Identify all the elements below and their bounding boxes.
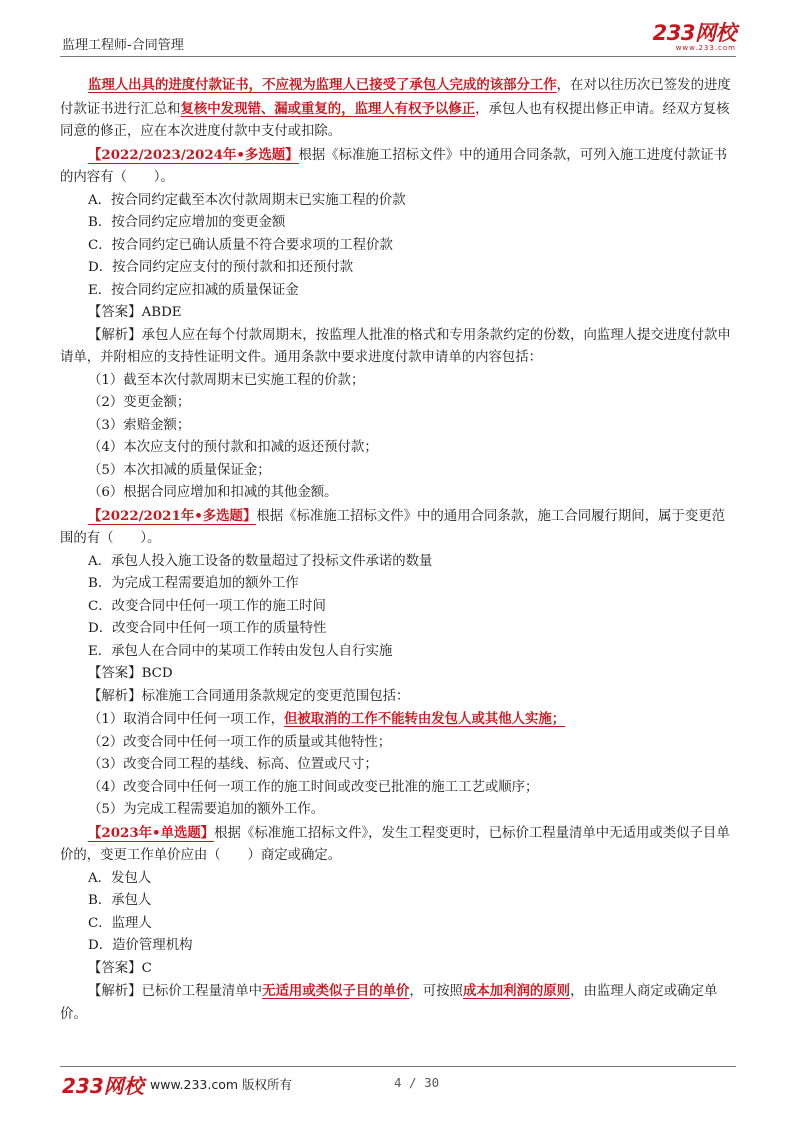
question-1-tag: 【2022/2023/2024年•多选题】 <box>88 146 299 163</box>
brand-logo[interactable] <box>653 22 736 52</box>
analysis-label: 【解析】 <box>88 327 142 343</box>
analysis-item: （2）改变合同中任何一项工作的质量或其他特性； <box>88 734 392 750</box>
analysis-item-highlight: 但被取消的工作不能转由发包人或其他人实施； <box>284 711 566 727</box>
question-2-option-d: D．改变合同中任何一项工作的质量特性 <box>88 621 327 636</box>
question-3-text: 根据《标准施工招标文件》，发生工程变更时，已标价工程量清单中无适用或类似子目单价的，变更工作单价应由（ ）商定或确定。 <box>60 825 730 863</box>
question-1-option-b: B．按合同约定应增加的变更金额 <box>88 215 286 230</box>
question-3-tag: 【2023年•单选题】 <box>88 824 215 841</box>
question-3-option-d: D．造价管理机构 <box>88 938 193 953</box>
question-2-option-b: B．为完成工程需要追加的额外工作 <box>88 576 299 591</box>
analysis-item: （5）为完成工程需要追加的额外工作。 <box>88 802 325 817</box>
intro-text-2: ，承包人也有权提出修正申请。经双方复核同意的修正，应在本次进度付款中支付或扣除。 <box>60 101 730 139</box>
header-title: 监理工程师-合同管理 <box>62 38 184 53</box>
page-header <box>60 22 736 56</box>
logo-text: 233网校 <box>652 21 736 45</box>
question-3-option-a: A．发包人 <box>88 870 152 886</box>
question-1-option-e: E．按合同约定应扣减的质量保证金 <box>88 282 299 298</box>
analysis-item: （6）根据合同应增加和扣减的其他金额。 <box>88 485 338 500</box>
question-2-text: 根据《标准施工招标文件》中的通用合同条款，施工合同履行期间，属于变更范围的有（ ）。 <box>60 508 726 546</box>
question-3-analysis <box>60 980 734 1026</box>
question-1-analysis <box>60 325 734 370</box>
question-2-option-e: E．承包人在合同中的某项工作转由发包人自行实施 <box>88 643 393 659</box>
question-3-answer <box>60 958 734 981</box>
question-1-answer <box>60 302 734 325</box>
question-2-option-a: A．承包人投入施工设备的数量超过了投标文件承诺的数量 <box>88 553 433 569</box>
question-1-text: 根据《标准施工招标文件》中的通用合同条款，可列入施工进度付款证书的内容有（ ）。 <box>60 147 727 185</box>
intro-highlight-1: 监理人出具的进度付款证书，不应视为监理人已接受了承包人完成的该部分工作 <box>88 77 557 93</box>
answer-value: C <box>141 960 152 976</box>
analysis-text: 承包人应在每个付款周期末，按监理人批准的格式和专用条款约定的份数，向监理人提交进度付款申请单，并附相应的支持性证明文件。通用条款中要求进度付款申请单的内容包括： <box>60 327 731 365</box>
footer-copyright[interactable]: www.233.com 版权所有 <box>150 1077 292 1092</box>
question-2-tag: 【2022/2021年•多选题】 <box>88 507 257 524</box>
analysis-item: （4）改变合同中任何一项工作的施工时间或改变已批准的施工工艺或顺序； <box>88 779 539 795</box>
question-1-option-a: A．按合同约定截至本次付款周期末已实施工程的价款 <box>88 192 406 208</box>
analysis-item: （2）变更金额； <box>88 395 191 410</box>
question-3-option-b: B．承包人 <box>88 893 152 908</box>
analysis-item: （3）索赔金额； <box>88 417 191 433</box>
answer-label: 【答案】 <box>88 960 142 976</box>
analysis-highlight-1: 无适用或类似子目的单价 <box>262 983 410 999</box>
question-1-option-c: C．按合同约定已确认质量不符合要求项的工程价款 <box>88 237 393 253</box>
analysis-item-text: （1）取消合同中任何一项工作， <box>88 712 284 727</box>
question-3-stem <box>60 822 734 868</box>
question-2-stem <box>60 505 734 551</box>
analysis-item: （1）截至本次付款周期末已实施工程的价款； <box>88 372 365 388</box>
analysis-item: （5）本次扣减的质量保证金； <box>88 462 271 478</box>
analysis-item: （3）改变合同工程的基线、标高、位置或尺寸； <box>88 757 378 772</box>
page-number: 4 / 30 <box>394 1075 440 1090</box>
document-body <box>60 74 734 1026</box>
answer-value: ABDE <box>141 305 182 320</box>
intro-text-1: ，在对以往历次已签发的进度付款证书进行汇总和 <box>60 78 731 117</box>
intro-highlight-2: 复核中发现错、漏或重复的，监理人有权予以修正 <box>180 100 476 117</box>
question-3-option-c: C．监理人 <box>88 915 152 931</box>
answer-label: 【答案】 <box>88 666 142 681</box>
question-2-answer <box>60 663 734 686</box>
header-divider <box>60 56 736 57</box>
analysis-text: ，由监理人商定或确定单价。 <box>60 984 718 1022</box>
analysis-label: 【解析】 <box>88 688 142 704</box>
logo-url: www.233.com <box>675 44 736 52</box>
page-footer <box>60 1070 736 1096</box>
question-2-option-c: C．改变合同中任何一项工作的施工时间 <box>88 598 326 614</box>
analysis-item: （4）本次应支付的预付款和扣减的返还预付款； <box>88 440 378 455</box>
footer-divider <box>60 1066 736 1067</box>
analysis-highlight-2: 成本加利润的原则 <box>462 983 571 999</box>
answer-value: BCD <box>141 666 173 681</box>
question-2-analysis <box>60 686 734 709</box>
question-1-option-d: D．按合同约定应支付的预付款和扣还预付款 <box>88 260 354 275</box>
analysis-label: 【解析】 <box>88 984 142 999</box>
question-1-stem <box>60 144 734 190</box>
analysis-text: 标准施工合同通用条款规定的变更范围包括： <box>141 688 410 704</box>
intro-paragraph <box>60 74 734 144</box>
analysis-item <box>60 708 734 732</box>
answer-label: 【答案】 <box>88 305 142 320</box>
footer-logo[interactable]: 233网校 <box>62 1074 144 1098</box>
analysis-text: 已标价工程量清单中 <box>141 984 263 999</box>
analysis-text: ，可按照 <box>409 984 463 999</box>
